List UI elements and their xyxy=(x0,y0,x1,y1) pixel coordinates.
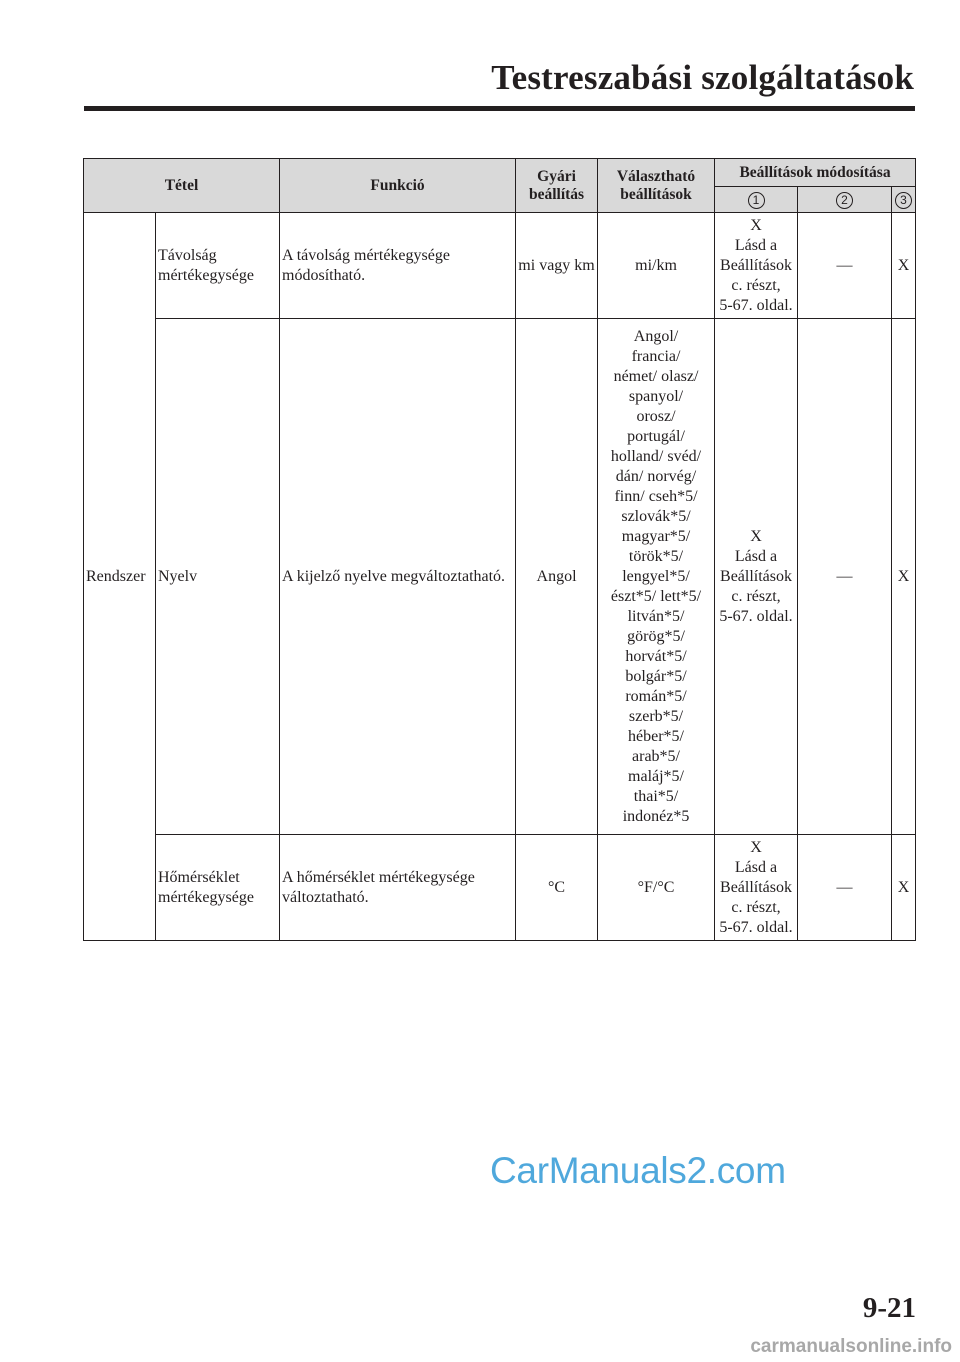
table-row xyxy=(84,835,916,941)
language-option: portugál/ xyxy=(627,427,685,445)
language-option: arab*5/ xyxy=(632,747,680,765)
watermark-text: CarManuals2.com xyxy=(490,1150,786,1191)
method2-cell: — xyxy=(798,213,892,319)
language-option: szlovák*5/ xyxy=(621,507,691,525)
method1-line: X xyxy=(750,216,762,234)
options-cell xyxy=(598,319,715,835)
language-option: görög*5/ xyxy=(627,627,685,645)
method1-line: X xyxy=(750,527,762,545)
language-option: francia/ xyxy=(631,347,681,365)
default-cell: °C xyxy=(516,835,598,941)
method3-cell: X xyxy=(892,213,916,319)
method1-line: Beállítások xyxy=(720,567,792,585)
item-cell: Hőmérséklet mértékegysége xyxy=(156,835,280,941)
footer-site-text: carmanualsonline.info xyxy=(750,1336,952,1357)
method1-line: 5-67. oldal. xyxy=(719,607,793,625)
language-option: török*5/ xyxy=(628,547,684,565)
language-option: finn/ cseh*5/ xyxy=(614,487,698,505)
language-option: spanyol/ xyxy=(628,387,684,405)
settings-table xyxy=(83,158,916,941)
method1-cell xyxy=(715,213,798,319)
page-title: Testreszabási szolgáltatások xyxy=(491,58,914,97)
item-cell: Nyelv xyxy=(156,319,280,835)
method1-line: Lásd a xyxy=(734,858,778,876)
language-option: holland/ svéd/ xyxy=(610,447,702,465)
language-option: szerb*5/ xyxy=(628,707,684,725)
header-options: Választható beállítások xyxy=(598,159,715,213)
method1-line: Beállítások xyxy=(720,256,792,274)
language-option: német/ olasz/ xyxy=(613,367,699,385)
title-rule xyxy=(84,106,915,111)
method2-cell: — xyxy=(798,835,892,941)
header-change: Beállítások módosítása xyxy=(715,159,916,187)
default-cell: Angol xyxy=(516,319,598,835)
item-cell: Távolság mértékegysége xyxy=(156,213,280,319)
language-option: lengyel*5/ xyxy=(622,567,690,585)
method1-line: X xyxy=(750,838,762,856)
language-option: indonéz*5 xyxy=(622,807,690,825)
language-option: dán/ norvég/ xyxy=(615,467,697,485)
page-number: 9-21 xyxy=(862,1292,916,1324)
method1-cell xyxy=(715,835,798,941)
language-option: magyar*5/ xyxy=(621,527,691,545)
table-row xyxy=(84,319,916,835)
method1-line: Beállítások xyxy=(720,878,792,896)
language-option: horvát*5/ xyxy=(625,647,687,665)
options-cell: °F/°C xyxy=(598,835,715,941)
method1-cell xyxy=(715,319,798,835)
header-method-2 xyxy=(798,187,892,213)
header-default: Gyári beállítás xyxy=(516,159,598,213)
table-row xyxy=(84,213,916,319)
language-option: thai*5/ xyxy=(633,787,679,805)
method1-line: Lásd a xyxy=(734,547,778,565)
header-row xyxy=(84,159,916,187)
method1-line: c. részt, xyxy=(731,898,781,916)
language-option: Angol/ xyxy=(633,327,679,345)
default-cell: mi vagy km xyxy=(516,213,598,319)
language-option: orosz/ xyxy=(636,407,676,425)
header-item: Tétel xyxy=(84,159,280,213)
group-cell: Rendszer xyxy=(84,213,156,941)
header-method-1 xyxy=(715,187,798,213)
circled-number-2-icon: 2 xyxy=(836,192,853,209)
method3-cell: X xyxy=(892,319,916,835)
language-option: bolgár*5/ xyxy=(625,667,687,685)
language-option: litván*5/ xyxy=(627,607,685,625)
method1-line: c. részt, xyxy=(731,276,781,294)
circled-number-3-icon: 3 xyxy=(895,192,912,209)
method1-line: 5-67. oldal. xyxy=(719,296,793,314)
function-cell: A távolság mértékegysége módosítható. xyxy=(280,213,516,319)
header-function: Funkció xyxy=(280,159,516,213)
language-option: román*5/ xyxy=(625,687,687,705)
language-option: héber*5/ xyxy=(628,727,684,745)
options-cell: mi/km xyxy=(598,213,715,319)
header-method-3 xyxy=(892,187,916,213)
method3-cell: X xyxy=(892,835,916,941)
method2-cell: — xyxy=(798,319,892,835)
function-cell: A kijelző nyelve megváltoztatható. xyxy=(280,319,516,835)
function-cell: A hőmérséklet mértékegysége változtatható. xyxy=(280,835,516,941)
method1-line: 5-67. oldal. xyxy=(719,918,793,936)
circled-number-1-icon: 1 xyxy=(748,192,765,209)
language-option: maláj*5/ xyxy=(628,767,684,785)
method1-line: Lásd a xyxy=(734,236,778,254)
method1-line: c. részt, xyxy=(731,587,781,605)
language-option: észt*5/ lett*5/ xyxy=(610,587,702,605)
